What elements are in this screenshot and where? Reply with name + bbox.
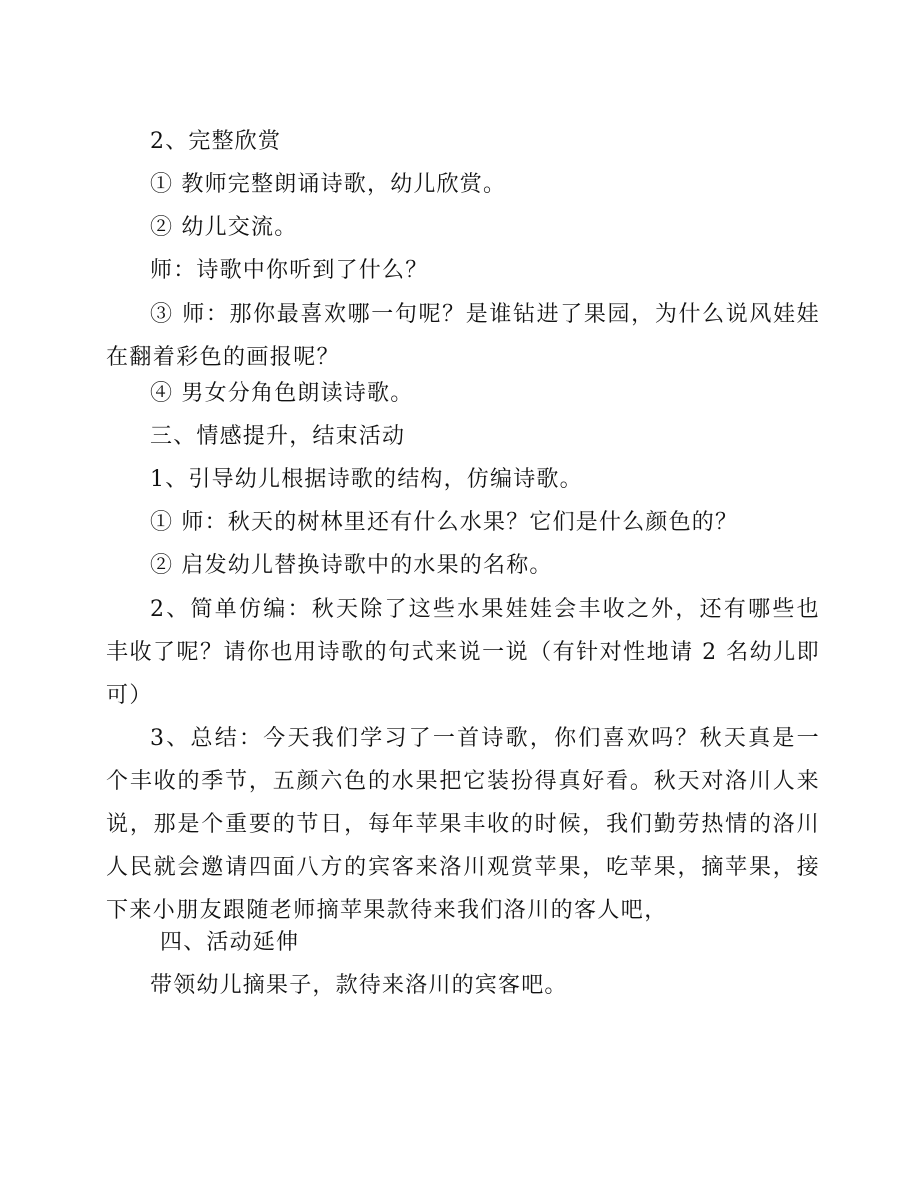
step-item-2: ② 幼儿交流。 [150, 215, 298, 240]
step-item-3-paragraph: ③ 师：那你最喜欢哪一句呢？是谁钻进了果园，为什么说风娃娃在翻着彩色的画报呢？ [106, 302, 820, 370]
simple-imitation-paragraph: 2、简单仿编：秋天除了这些水果娃娃会丰收之外，还有哪些也丰收了呢？请你也用诗歌的句式来说一说（有针对性地请 2 名幼儿即可） [106, 597, 820, 708]
step-item-4: ④ 男女分角色朗读诗歌。 [150, 381, 414, 406]
teacher-question: 师：诗歌中你听到了什么？ [150, 258, 429, 283]
guide-item-1: ① 师：秋天的树林里还有什么水果？它们是什么颜色的？ [150, 510, 739, 535]
section-heading-appreciation: 2、完整欣赏 [150, 129, 282, 154]
step-item-1: ① 教师完整朗诵诗歌，幼儿欣赏。 [150, 172, 507, 197]
summary-paragraph: 3、总结：今天我们学习了一首诗歌，你们喜欢吗？秋天真是一个丰收的季节，五颜六色的水果把它装扮得真好看。秋天对洛川人来说，那是个重要的节日，每年苹果丰收的时候，我们勤劳热情的洛川人民就会邀请四面八方的宾客来洛川观赏苹果，吃苹果，摘苹果，接下来小朋友跟随老师摘苹果款待来我们洛川的客人吧， [106, 726, 820, 923]
section-heading-extension: 四、活动延伸 [160, 930, 300, 955]
guide-item-2: ② 启发幼儿替换诗歌中的水果的名称。 [150, 553, 553, 578]
section-heading-emotion: 三、情感提升，结束活动 [150, 424, 406, 449]
extension-text: 带领幼儿摘果子，款待来洛川的宾客吧。 [150, 973, 568, 998]
sub-heading-guide: 1、引导幼儿根据诗歌的结构，仿编诗歌。 [150, 467, 583, 492]
